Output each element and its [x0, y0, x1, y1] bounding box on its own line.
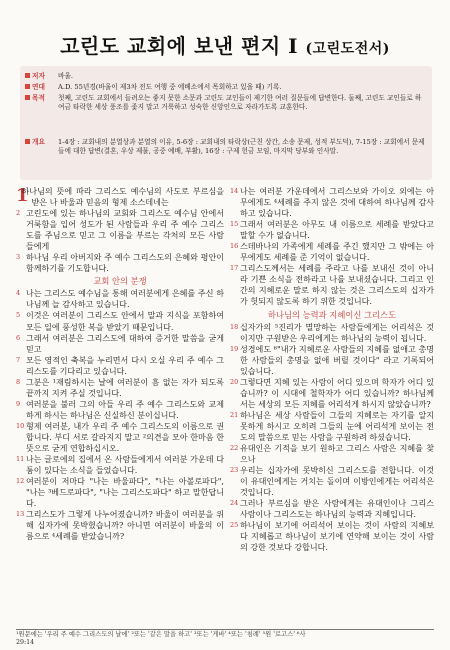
verse-text: 하나님 우리 아버지와 주 예수 그리스도의 은혜와 평안이 함께하기를 기도합니다.: [26, 253, 224, 274]
verse-number: 12: [16, 477, 25, 486]
verse-text: 그래서 여러분은 아무도 내 이름으로 세례를 받았다고 말할 수가 없습니다.: [240, 220, 434, 241]
bullet-square-icon: [25, 73, 30, 78]
verse-number: 2: [16, 209, 21, 218]
verse-number: 9: [16, 399, 21, 408]
verse: [230, 377, 434, 410]
verse: [230, 443, 434, 465]
verse-text: 고린도에 있는 하나님의 교회와 그리스도 예수님 안에서 거룩함을 입어 성도가 된 사람들과 우리 주 예수 그리스도를 주님으로 믿고 그 이름을 부르는 각처의 모든 사람들에게: [26, 209, 224, 252]
info-date: [25, 83, 426, 92]
verse-number: 24: [230, 499, 239, 508]
verse-text: 이것은 여러분이 그리스도 안에서 말과 지식을 포함하여 모든 일에 풍성한 복을 받았기 때문입니다.: [26, 311, 224, 332]
verse: [16, 399, 224, 421]
verse-text: 그분은 ¹재림하시는 날에 여러분이 흠 없는 자가 되도록 끝까지 지켜 주실 것입니다.: [26, 377, 224, 398]
verse-text: 그러나 부르심을 받은 사람에게는 유대인이나 그리스 사람이나 그리스도는 하나님의 능력과 지혜입니다.: [240, 499, 434, 520]
info-outline: [25, 138, 426, 157]
verse-text: 우리는 십자가에 못박히신 그리스도를 전합니다. 이것이 유대인에게는 거치는 돌이며 이방인에게는 어리석은 것입니다.: [240, 466, 434, 498]
bullet-square-icon: [25, 84, 30, 89]
verse-number: 11: [16, 455, 25, 464]
info-author: [25, 72, 426, 81]
verse-text: 하나님은 세상 사람들이 그들의 지혜로는 자기를 알지 못하게 하시고 오히려 그들의 눈에 어리석게 보이는 전도의 말씀으로 믿는 사람을 구원하려 하셨습니다.: [240, 410, 434, 442]
verse: [230, 465, 434, 498]
info-purpose: [25, 94, 426, 113]
verse-text: 모든 영적인 축복을 누리면서 다시 오실 우리 주 예수 그리스도를 기다리고 있습니다.: [26, 355, 224, 376]
verse: [230, 410, 434, 443]
verse: [230, 241, 434, 263]
verse-number: 7: [16, 355, 21, 364]
info-label: 연대: [32, 83, 45, 91]
verse-text: 스데바나의 가족에게 세례를 주긴 했지만 그 밖에는 아무에게도 세례를 준 기억이 없습니다.: [240, 242, 434, 263]
footnotes: ¹원문에는 '우리 주 예수 그리스도의 날에' ²또는 '같은 말을 하고' ³또는 '게바' ⁴또는 '침례' ⁵원 '로고스' ⁶사: [16, 629, 434, 639]
verse-text: 그리스도께서는 세례를 주라고 나를 보내신 것이 아니라 기쁜 소식을 전하라고 나를 보내셨습니다. 그리고 인간의 지혜로운 말로 하지 않는 것은 그리스도의 십자가가 헛되지 않도록 하기 위한 것입니다.: [240, 264, 434, 307]
verse-number: 19: [230, 344, 239, 353]
book-info-box: [20, 66, 432, 180]
verse-number: 17: [230, 264, 239, 273]
verse: [16, 509, 224, 542]
verse-number: 5: [16, 311, 21, 320]
verse-number: 25: [230, 521, 239, 530]
info-text: 1-4장 : 교회내의 분열상과 분열의 이유, 5-6장 : 교회내의 타락상(근친 상간, 소송 문제, 성적 부도덕), 7-15장 : 교회에서 문제들에 대한 답변(결혼, 우상 제물, 공중 예배, 부활), 16장 : 구제 헌금 모임, 마지막 당부와 인사말.: [58, 138, 425, 156]
verse-text: 성경에도 ⁶"내가 지혜로운 사람들의 지혜를 없애고 총명한 사람들의 총명을 없애 버릴 것이다" 라고 기록되어 있습니다.: [240, 344, 434, 376]
verse-number: 22: [230, 444, 239, 453]
verse-number: 14: [230, 187, 239, 195]
left-column: [16, 186, 224, 542]
verse-text: 유대인은 기적을 보기 원하고 그리스 사람은 지혜를 찾으나: [240, 444, 434, 465]
verse: [230, 219, 434, 241]
verse-number: 23: [230, 466, 239, 475]
section-heading: 교회 안의 분쟁: [93, 276, 147, 287]
verse: [230, 322, 434, 344]
verse-number: 16: [230, 242, 239, 251]
verse-text: 그렇다면 지혜 있는 사람이 어디 있으며 학자가 어디 있습니까? 이 시대에 철학자가 어디 있습니까? 하나님께서는 세상의 모든 지혜를 어리석게 하시지 않았습니까?: [240, 377, 434, 409]
verse-number: 10: [16, 421, 25, 430]
verse-number: 13: [16, 510, 25, 519]
info-label: 목적: [32, 94, 45, 102]
verse: [16, 476, 224, 509]
verse: [16, 421, 224, 454]
verse: [230, 520, 434, 553]
verse-text: 그래서 여러분은 그리스도에 대하여 증거한 말씀을 굳게 믿고: [26, 333, 224, 354]
verse-number: 21: [230, 410, 239, 419]
verse-text: 형제 여러분, 내가 우리 주 예수 그리스도의 이름으로 권합니다. 부디 서로 갈라지지 말고 ²의견을 모아 한마음 한뜻으로 굳게 연합하십시오.: [26, 421, 224, 454]
verse-number: 18: [230, 322, 239, 331]
verse-text: 십자가의 ⁵진리가 멸망하는 사람들에게는 어리석은 것이지만 구원받은 우리에게는 하나님의 능력이 됩니다.: [240, 322, 434, 343]
verse-text: 하나님의 뜻에 따라 그리스도 예수님의 사도로 부르심을 받은 나 바울과 믿음의 형제 소스데네는: [21, 187, 224, 208]
verse: [230, 344, 434, 377]
verse-number: 4: [16, 289, 21, 298]
verse: [230, 498, 434, 520]
verse-number: 15: [230, 220, 239, 229]
verse-text: 나는 여러분 가운데에서 그리스보와 가이오 외에는 아무에게도 ⁴세례를 주지 않은 것에 대하여 하나님께 감사하고 있습니다.: [240, 187, 434, 219]
verse: [16, 377, 224, 399]
verse: [16, 186, 224, 208]
verse-number: 6: [16, 333, 21, 342]
verse-text: 나는 그리스도 예수님을 통해 여러분에게 은혜를 주신 하나님께 늘 감사하고 있습니다.: [26, 289, 224, 310]
verse: [16, 310, 224, 332]
verse: [16, 355, 224, 377]
verse: [16, 454, 224, 476]
section-heading: 하나님의 능력과 지혜이신 그리스도: [267, 309, 397, 320]
bullet-square-icon: [25, 139, 30, 144]
verse-number: 8: [16, 377, 21, 386]
verse-text: 여러분이 저마다 "나는 바울파다", "나는 아볼로파다", "나는 ³베드로파다", "나는 그리스도파다" 하고 말한답니다.: [26, 477, 224, 509]
book-title-main: 고린도 교회에 보낸 편지 Ⅰ: [60, 34, 299, 58]
verse: [16, 333, 224, 355]
verse: [230, 186, 434, 219]
info-text: 첫째, 고린도 교회에서 들려오는 좋지 못한 소문과 고린도 교인들이 제기한 여러 질문들에 답변한다. 둘째, 고린도 교인들로 하여금 타락한 세상 풍조를 좇지 말고 거룩하고 성숙한 신앙인으로 자라가도록 교훈한다.: [58, 94, 422, 112]
chapter-number: 1: [16, 185, 29, 206]
verse-text: 하나님이 보기에 어리석어 보이는 것이 사람의 지혜보다 지혜롭고 하나님이 보기에 연약해 보이는 것이 사람의 강한 것보다 강합니다.: [240, 521, 434, 553]
verse: [16, 208, 224, 252]
verse: [16, 288, 224, 310]
verse: [230, 263, 434, 307]
verse-text: 나는 글로에의 집에서 온 사람들에게서 여러분 가운데 다툼이 있다는 소식을 들었습니다.: [26, 455, 224, 476]
verse-text: 그리스도가 그렇게 나누어졌습니까? 바울이 여러분을 위해 십자가에 못박혔습니까? 아니면 여러분이 바울의 이름으로 ⁴세례를 받았습니까?: [26, 510, 224, 542]
info-text: 바울.: [58, 72, 74, 80]
info-label: 저자: [32, 72, 45, 80]
info-label: 개요: [32, 138, 45, 146]
info-text: A.D. 55년경(바울이 제3차 전도 여행 중 에베소에서 목회하고 있을 때) 기록.: [58, 83, 282, 91]
verse: [16, 252, 224, 274]
page-reference: 29:14: [16, 639, 35, 646]
verse-text: 여러분을 불러 그의 아들 우리 주 예수 그리스도와 교제하게 하시는 하나님은 신실하신 분이십니다.: [26, 399, 224, 420]
verse-number: 20: [230, 377, 239, 386]
bullet-square-icon: [25, 95, 30, 100]
verse-number: 3: [16, 253, 21, 262]
book-title-sub: (고린도전서): [305, 41, 390, 57]
right-column: [230, 186, 434, 554]
book-title: [0, 30, 450, 59]
